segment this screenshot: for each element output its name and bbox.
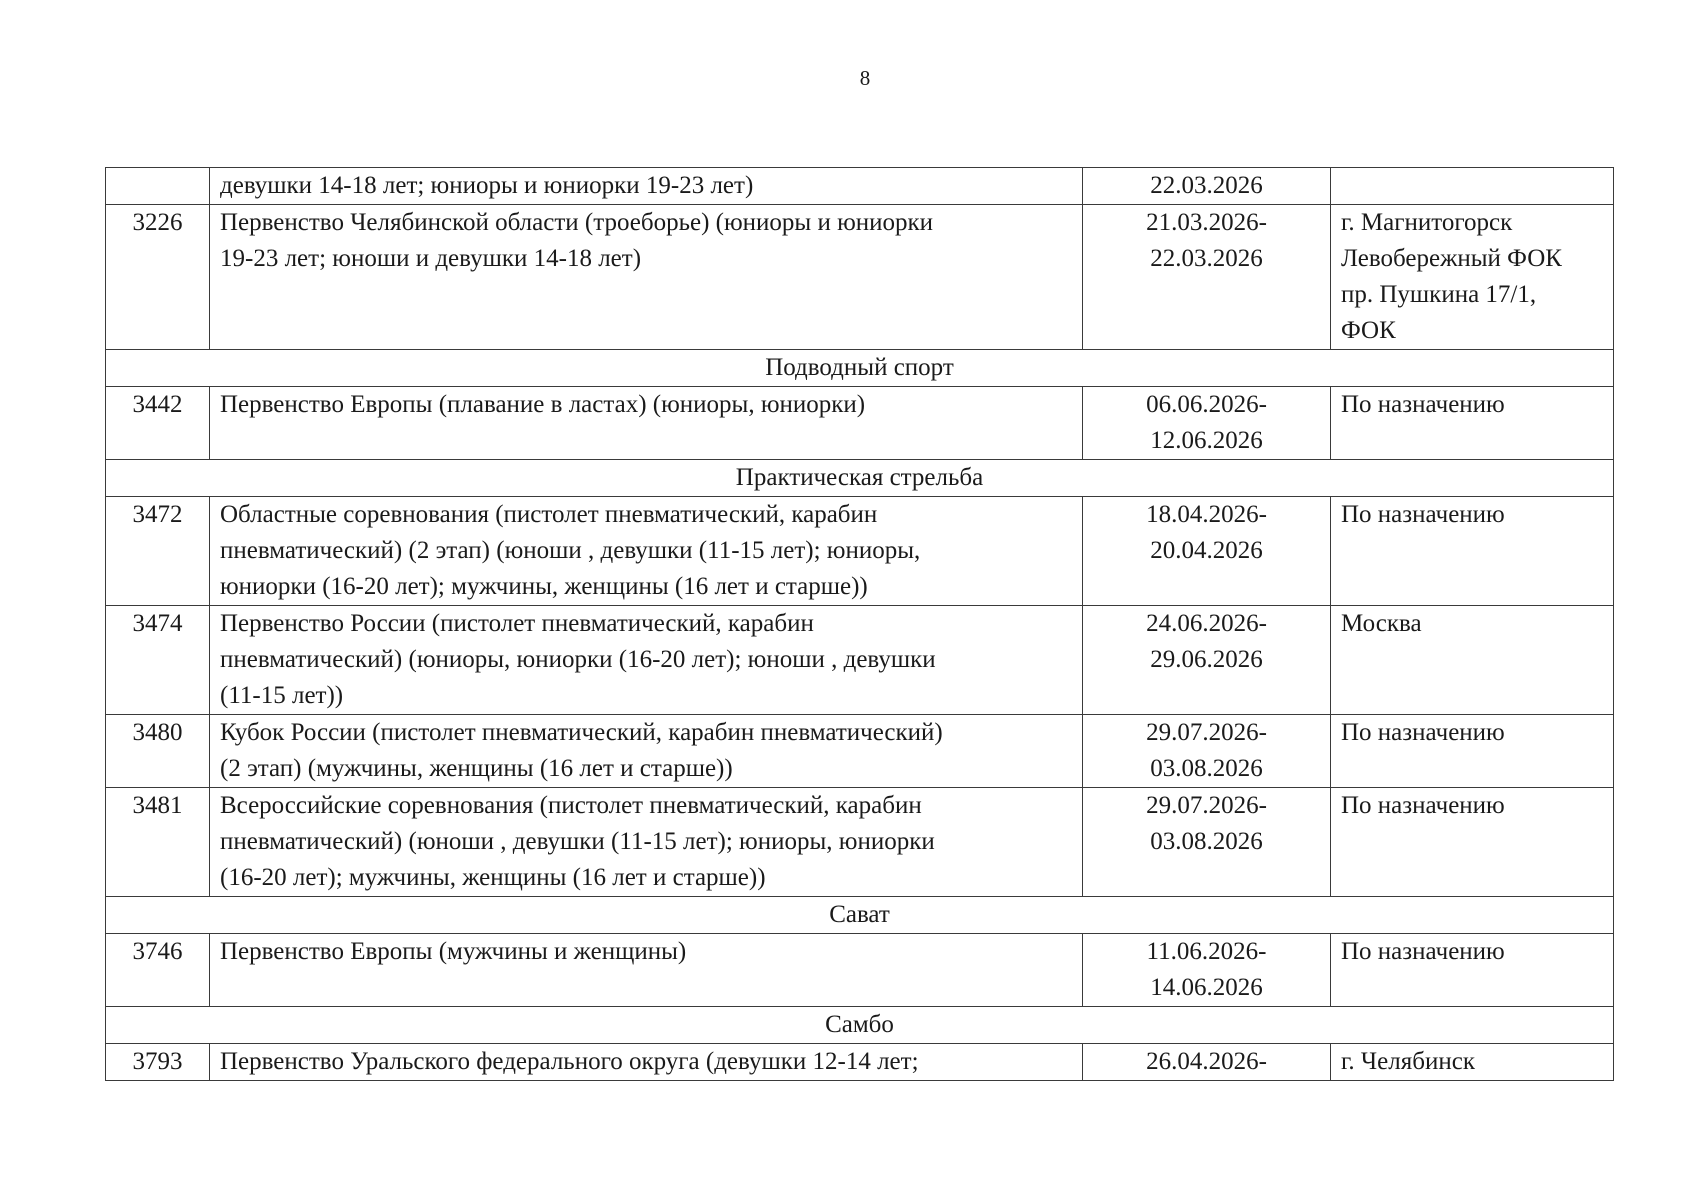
event-name-line: Областные соревнования (пистолет пневматический, карабин	[220, 501, 878, 528]
event-place	[1331, 715, 1614, 788]
event-dates-line: 12.06.2026	[1150, 427, 1263, 454]
event-name-line: юниорки (16-20 лет); мужчины, женщины (16 лет и старше))	[220, 573, 868, 600]
event-row	[106, 606, 1614, 715]
event-place	[1331, 1044, 1614, 1081]
event-row	[106, 168, 1614, 205]
event-place	[1331, 497, 1614, 606]
event-name-line: Кубок России (пистолет пневматический, карабин пневматический)	[220, 719, 943, 746]
event-name-line: пневматический) (юниоры, юниорки (16-20 лет); юноши , девушки	[220, 646, 936, 673]
event-dates-line: 24.06.2026-	[1146, 610, 1267, 637]
event-name-line: (11-15 лет))	[220, 682, 344, 709]
page-number: 8	[859, 66, 871, 90]
event-place-line: Левобережный ФОК	[1341, 245, 1562, 272]
event-place-line: г. Магнитогорск	[1341, 209, 1513, 236]
event-name	[210, 606, 1083, 715]
event-dates-line: 06.06.2026-	[1146, 391, 1267, 418]
event-name	[210, 205, 1083, 350]
event-name-line: пневматический) (2 этап) (юноши , девушки (11-15 лет); юниоры,	[220, 537, 921, 564]
section-title: Сават	[106, 897, 1614, 934]
event-place	[1331, 606, 1614, 715]
event-place-line: ФОК	[1341, 317, 1396, 344]
event-dates-line: 20.04.2026	[1150, 537, 1263, 564]
event-name	[210, 788, 1083, 897]
event-dates	[1083, 715, 1331, 788]
events-table-body	[106, 168, 1614, 1081]
event-row	[106, 715, 1614, 788]
event-name-line: Всероссийские соревнования (пистолет пневматический, карабин	[220, 792, 922, 819]
event-row	[106, 1044, 1614, 1081]
event-name	[210, 387, 1083, 460]
event-row	[106, 788, 1614, 897]
event-dates	[1083, 205, 1331, 350]
event-dates	[1083, 934, 1331, 1007]
event-number	[106, 168, 210, 205]
event-number: 3474	[106, 606, 210, 715]
event-place-line: г. Челябинск	[1341, 1048, 1475, 1075]
event-number: 3793	[106, 1044, 210, 1081]
event-place-line: По назначению	[1341, 719, 1505, 746]
event-name-line: (16-20 лет); мужчины, женщины (16 лет и старше))	[220, 864, 766, 891]
section-title: Практическая стрельба	[106, 460, 1614, 497]
event-dates-line: 03.08.2026	[1150, 755, 1263, 782]
event-dates-line: 22.03.2026	[1150, 172, 1263, 199]
event-place	[1331, 387, 1614, 460]
event-place-line: По назначению	[1341, 938, 1505, 965]
event-dates-line: 22.03.2026	[1150, 245, 1263, 272]
event-dates	[1083, 168, 1331, 205]
event-place-line: пр. Пушкина 17/1,	[1341, 281, 1537, 308]
event-dates	[1083, 1044, 1331, 1081]
event-dates	[1083, 497, 1331, 606]
event-number: 3746	[106, 934, 210, 1007]
event-dates-line: 11.06.2026-	[1146, 938, 1267, 965]
event-name-line: пневматический) (юноши , девушки (11-15 лет); юниоры, юниорки	[220, 828, 935, 855]
event-number: 3472	[106, 497, 210, 606]
event-dates	[1083, 606, 1331, 715]
event-place-line: Москва	[1341, 610, 1422, 637]
event-dates-line: 29.07.2026-	[1146, 792, 1267, 819]
events-table	[105, 167, 1614, 1081]
section-title: Подводный спорт	[106, 350, 1614, 387]
event-row	[106, 497, 1614, 606]
event-dates-line: 29.07.2026-	[1146, 719, 1267, 746]
event-name-line: девушки 14-18 лет; юниоры и юниорки 19-23 лет)	[220, 172, 754, 199]
event-number: 3481	[106, 788, 210, 897]
event-name-line: 19-23 лет; юноши и девушки 14-18 лет)	[220, 245, 642, 272]
event-place-line	[1341, 168, 1603, 204]
event-name-line: Первенство Уральского федерального округа (девушки 12-14 лет;	[220, 1048, 919, 1075]
event-place	[1331, 205, 1614, 350]
event-dates-line: 29.06.2026	[1150, 646, 1263, 673]
event-name	[210, 497, 1083, 606]
event-dates-line: 14.06.2026	[1150, 974, 1263, 1001]
event-dates	[1083, 788, 1331, 897]
section-title: Самбо	[106, 1007, 1614, 1044]
event-name	[210, 1044, 1083, 1081]
event-name-line: Первенство России (пистолет пневматический, карабин	[220, 610, 814, 637]
event-place	[1331, 168, 1614, 205]
event-dates	[1083, 387, 1331, 460]
section-row	[106, 1007, 1614, 1044]
event-number: 3442	[106, 387, 210, 460]
event-row	[106, 205, 1614, 350]
event-name-line: (2 этап) (мужчины, женщины (16 лет и старше))	[220, 755, 733, 782]
event-place-line: По назначению	[1341, 501, 1505, 528]
event-row	[106, 934, 1614, 1007]
section-row	[106, 460, 1614, 497]
event-dates-line: 18.04.2026-	[1146, 501, 1267, 528]
section-row	[106, 897, 1614, 934]
event-number: 3480	[106, 715, 210, 788]
event-name-line: Первенство Европы (мужчины и женщины)	[220, 938, 687, 965]
event-dates-line: 26.04.2026-	[1146, 1048, 1267, 1075]
event-place-line: По назначению	[1341, 792, 1505, 819]
event-dates-line: 03.08.2026	[1150, 828, 1263, 855]
event-name-line: Первенство Европы (плавание в ластах) (юниоры, юниорки)	[220, 391, 866, 418]
event-dates-line: 21.03.2026-	[1146, 209, 1267, 236]
event-name	[210, 934, 1083, 1007]
event-place-line: По назначению	[1341, 391, 1505, 418]
event-number: 3226	[106, 205, 210, 350]
event-row	[106, 387, 1614, 460]
event-place	[1331, 788, 1614, 897]
event-name	[210, 715, 1083, 788]
event-name-line: Первенство Челябинской области (троеборье) (юниоры и юниорки	[220, 209, 934, 236]
event-place	[1331, 934, 1614, 1007]
event-name	[210, 168, 1083, 205]
section-row	[106, 350, 1614, 387]
